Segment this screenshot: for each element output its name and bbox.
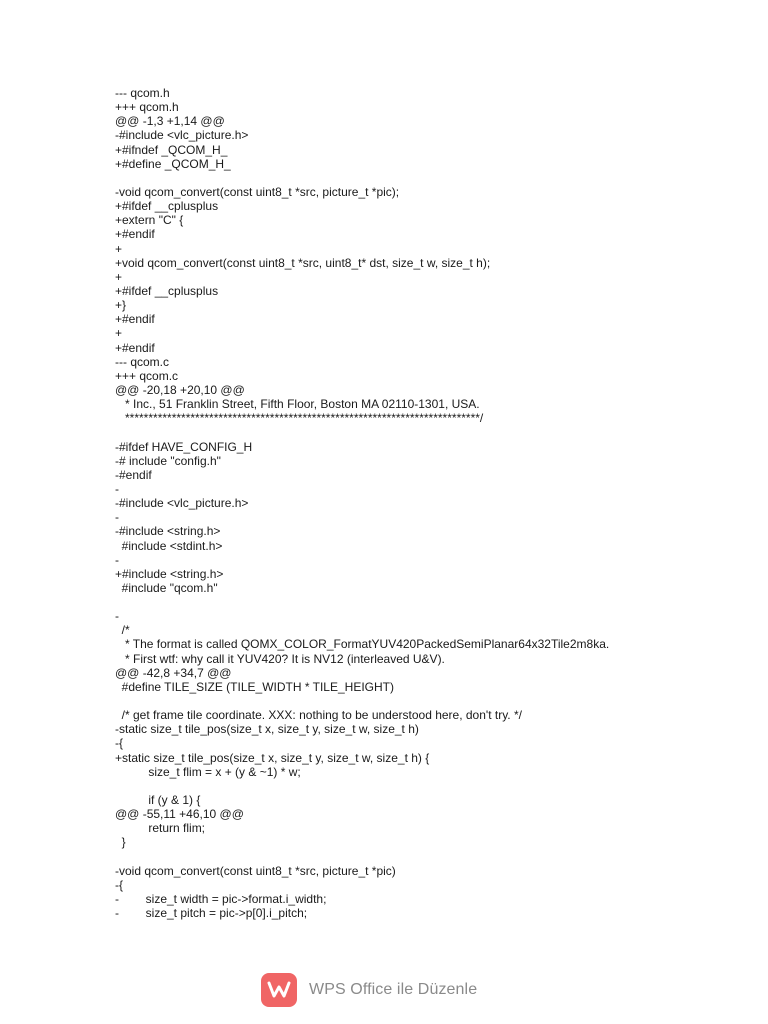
code-line: @@ -20,18 +20,10 @@ [115,382,245,397]
code-line: @@ -42,8 +34,7 @@ [115,665,232,680]
code-line: +#ifdef __cplusplus [115,283,219,298]
code-line: +extern "C" { [115,213,184,228]
code-line: -void qcom_convert(const uint8_t *src, picture_t *pic) [115,863,396,878]
code-line [115,779,715,793]
code-line: -#include <string.h> [115,524,221,539]
code-line: +#endif [115,340,155,355]
code-line: size_t flim = x + (y & ~1) * w; [115,764,301,779]
code-line [115,694,715,708]
code-line: -void qcom_convert(const uint8_t *src, picture_t *pic); [115,184,400,199]
code-line: -#include <vlc_picture.h> [115,128,249,143]
code-line: @@ -55,11 +46,10 @@ [115,807,244,822]
code-line: +#endif [115,227,155,242]
wps-logo-icon[interactable] [261,973,297,1007]
code-line: +#include <string.h> [115,566,224,581]
wps-edit-label[interactable]: WPS Office ile Düzenle [309,981,478,998]
code-line: - size_t pitch = pic->p[0].i_pitch; [115,906,308,921]
code-line: ****************************************************************************/ [115,411,484,426]
code-line: - [115,609,119,624]
code-line [115,850,715,864]
code-line: * Inc., 51 Franklin Street, Fifth Floor, Boston MA 02110-1301, USA. [115,397,480,412]
code-line: -#include <vlc_picture.h> [115,496,249,511]
code-line: if (y & 1) { [115,793,201,808]
code-line: #include <stdint.h> [115,538,223,553]
code-line: -#ifdef HAVE_CONFIG_H [115,439,253,454]
code-line: - size_t width = pic->format.i_width; [115,892,327,907]
code-line: -# include "config.h" [115,453,221,468]
code-line: +static size_t tile_pos(size_t x, size_t y, size_t w, size_t h) { [115,750,430,765]
code-line [115,425,715,439]
code-line: + [115,326,123,341]
wps-edit-banner[interactable] [261,973,477,1007]
code-line: -static size_t tile_pos(size_t x, size_t y, size_t w, size_t h) [115,722,419,737]
code-line: -#endif [115,467,152,482]
code-line: - [115,481,119,496]
code-line: + [115,269,123,284]
code-line: #define TILE_SIZE (TILE_WIDTH * TILE_HEIGHT) [115,679,394,694]
code-line: --- qcom.c [115,354,169,369]
code-line [115,595,715,609]
code-line: @@ -1,3 +1,14 @@ [115,114,225,129]
code-line: /* get frame tile coordinate. XXX: nothing to be understood here, don't try. */ [115,708,522,723]
code-line: --- qcom.h [115,86,170,100]
code-line [115,171,715,185]
code-line: +#ifndef _QCOM_H_ [115,142,228,157]
code-line: +++ qcom.h [115,100,179,115]
code-line: -{ [115,736,124,751]
code-line: - [115,510,119,525]
code-line: -{ [115,877,124,892]
code-line: return flim; [115,821,206,836]
code-line: +#ifdef __cplusplus [115,199,219,214]
code-line: +++ qcom.c [115,368,179,383]
code-line: #include "qcom.h" [115,580,218,595]
code-line: +#define _QCOM_H_ [115,156,231,171]
code-line: +void qcom_convert(const uint8_t *src, uint8_t* dst, size_t w, size_t h); [115,255,491,270]
code-line: + [115,241,123,256]
code-line: } [115,835,126,850]
code-line: * The format is called QOMX_COLOR_FormatYUV420PackedSemiPlanar64x32Tile2m8ka. [115,637,610,652]
code-line: +#endif [115,312,155,327]
code-line: - [115,552,119,567]
code-line: * First wtf: why call it YUV420? It is NV12 (interleaved U&V). [115,651,445,666]
code-line: +} [115,298,127,313]
document-body [115,86,715,920]
code-line: /* [115,623,130,638]
